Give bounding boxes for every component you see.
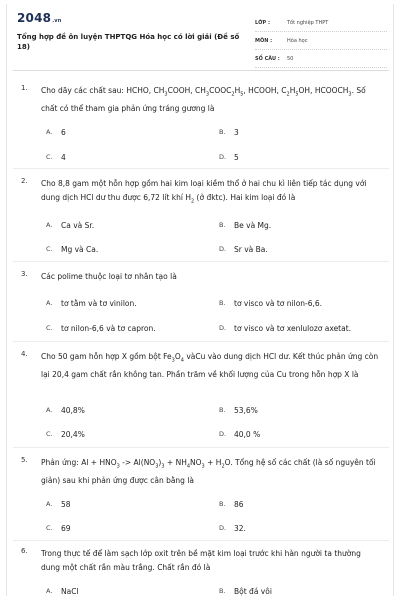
meta-key: LỚP : xyxy=(255,20,270,26)
option-label: C. xyxy=(46,245,53,253)
option-label: A. xyxy=(46,500,53,508)
option-label: B. xyxy=(219,221,226,229)
option-text: 86 xyxy=(234,500,244,509)
meta-value: 50 xyxy=(287,56,294,62)
option-label: A. xyxy=(46,221,53,229)
option-text: Ca và Sr. xyxy=(61,221,95,230)
question-number: 5. xyxy=(21,456,28,464)
option-text: 3 xyxy=(234,128,239,137)
option-label: D. xyxy=(219,245,227,253)
option-text: 32. xyxy=(234,524,246,533)
option-text: Mg và Ca. xyxy=(61,245,99,254)
option-text: NaCl xyxy=(61,587,79,596)
document-meta xyxy=(255,17,387,71)
option-label: A. xyxy=(46,406,53,414)
option-label: B. xyxy=(219,500,226,508)
question-text: Cho 50 gam hỗn hợp X gồm bột $Fe_3O_4$ vàCu vào dung dịch HCl dư. Kết thúc phản ứng còn lại 20,4 gam chất rắn không tan. Phần trăm về khối lượng của Cu trong hỗn hợp X là xyxy=(41,352,379,379)
option-label: D. xyxy=(219,430,227,438)
meta-key: MÔN : xyxy=(255,38,273,44)
option-text: Sr và Ba. xyxy=(234,245,268,254)
option-label: B. xyxy=(219,299,226,307)
meta-row-class xyxy=(255,17,387,32)
option-text: 40,0 % xyxy=(234,430,261,439)
logo-text: 2048 xyxy=(17,11,52,25)
question-number: 1. xyxy=(21,84,28,92)
option-text: tơ visco và tơ nilon-6,6. xyxy=(234,299,323,308)
document-header xyxy=(7,4,395,64)
header-divider xyxy=(13,70,389,71)
option-label: D. xyxy=(219,153,227,161)
question-number: 4. xyxy=(21,350,28,358)
document-title: Tổng hợp đề ôn luyện THPTQG Hóa học có lời giải (Đề số 18) xyxy=(17,33,240,51)
option-text: 58 xyxy=(61,500,71,509)
question-text: Trong thực tế để làm sạch lớp oxit trên bề mặt kim loại trước khi hàn người ta thường dung một chất rắn màu trắng. Chất rắn đó là xyxy=(41,549,361,572)
site-logo[interactable] xyxy=(17,11,62,25)
option-label: C. xyxy=(46,430,53,438)
option-text: 4 xyxy=(61,153,66,162)
question-text: Cho dãy các chất sau: HCHO, $CH_3COOH$, $CH_3COOC_2H_5$, HCOOH, $C_2H_5OH$, $HCOOCH_3$. Số chất có thể tham gia phản ứng tráng gương là xyxy=(41,86,366,113)
option-text: 53,6% xyxy=(234,406,258,415)
question-divider xyxy=(13,540,389,541)
question-number: 3. xyxy=(21,270,28,278)
question-text: Phản ứng: $Al + HNO_3 -> Al(NO_3)_3 + NH_4NO_3 + H_2O$. Tổng hệ số các chất (là số nguyên tối giản) sau khi phản ứng được cân bằng là xyxy=(41,458,376,485)
option-label: D. xyxy=(219,324,227,332)
option-label: A. xyxy=(46,299,53,307)
meta-value: Hóa học xyxy=(287,38,308,44)
option-text: Bột đá vôi xyxy=(234,587,272,596)
option-label: B. xyxy=(219,406,226,414)
option-text: tơ nilon-6,6 và tơ capron. xyxy=(61,324,156,333)
meta-row-subject xyxy=(255,35,387,50)
option-label: C. xyxy=(46,153,53,161)
option-label: B. xyxy=(219,587,226,595)
option-label: A. xyxy=(46,128,53,136)
meta-row-question-count xyxy=(255,53,387,68)
option-text: 69 xyxy=(61,524,71,533)
option-text: tơ tằm và tơ vinilon. xyxy=(61,299,137,308)
option-label: A. xyxy=(46,587,53,595)
option-text: Be và Mg. xyxy=(234,221,272,230)
option-label: C. xyxy=(46,324,53,332)
option-text: 20,4% xyxy=(61,430,85,439)
option-text: 40,8% xyxy=(61,406,85,415)
question-divider xyxy=(13,261,389,262)
question-text: Các polime thuộc loại tơ nhân tạo là xyxy=(41,272,177,281)
document-page xyxy=(6,4,394,596)
meta-value: Tốt nghiệp THPT xyxy=(287,20,329,26)
option-label: D. xyxy=(219,524,227,532)
option-label: B. xyxy=(219,128,226,136)
question-divider xyxy=(13,447,389,448)
meta-key: SỐ CÂU : xyxy=(255,56,280,62)
logo-suffix: .vn xyxy=(52,18,62,24)
option-text: 5 xyxy=(234,153,239,162)
option-label: C. xyxy=(46,524,53,532)
option-text: tơ visco và tơ xenlulozơ axetat. xyxy=(234,324,352,333)
question-divider xyxy=(13,168,389,169)
option-text: 6 xyxy=(61,128,66,137)
question-text: Cho 8,8 gam một hỗn hợp gồm hai kim loại kiềm thổ ở hai chu kì liên tiếp tác dụng với dung dịch HCl dư thu được 6,72 lít khí $H_2$ (ở đktc). Hai kim loại đó là xyxy=(41,179,367,205)
question-divider xyxy=(13,341,389,342)
question-number: 2. xyxy=(21,177,28,185)
question-number: 6. xyxy=(21,547,28,555)
